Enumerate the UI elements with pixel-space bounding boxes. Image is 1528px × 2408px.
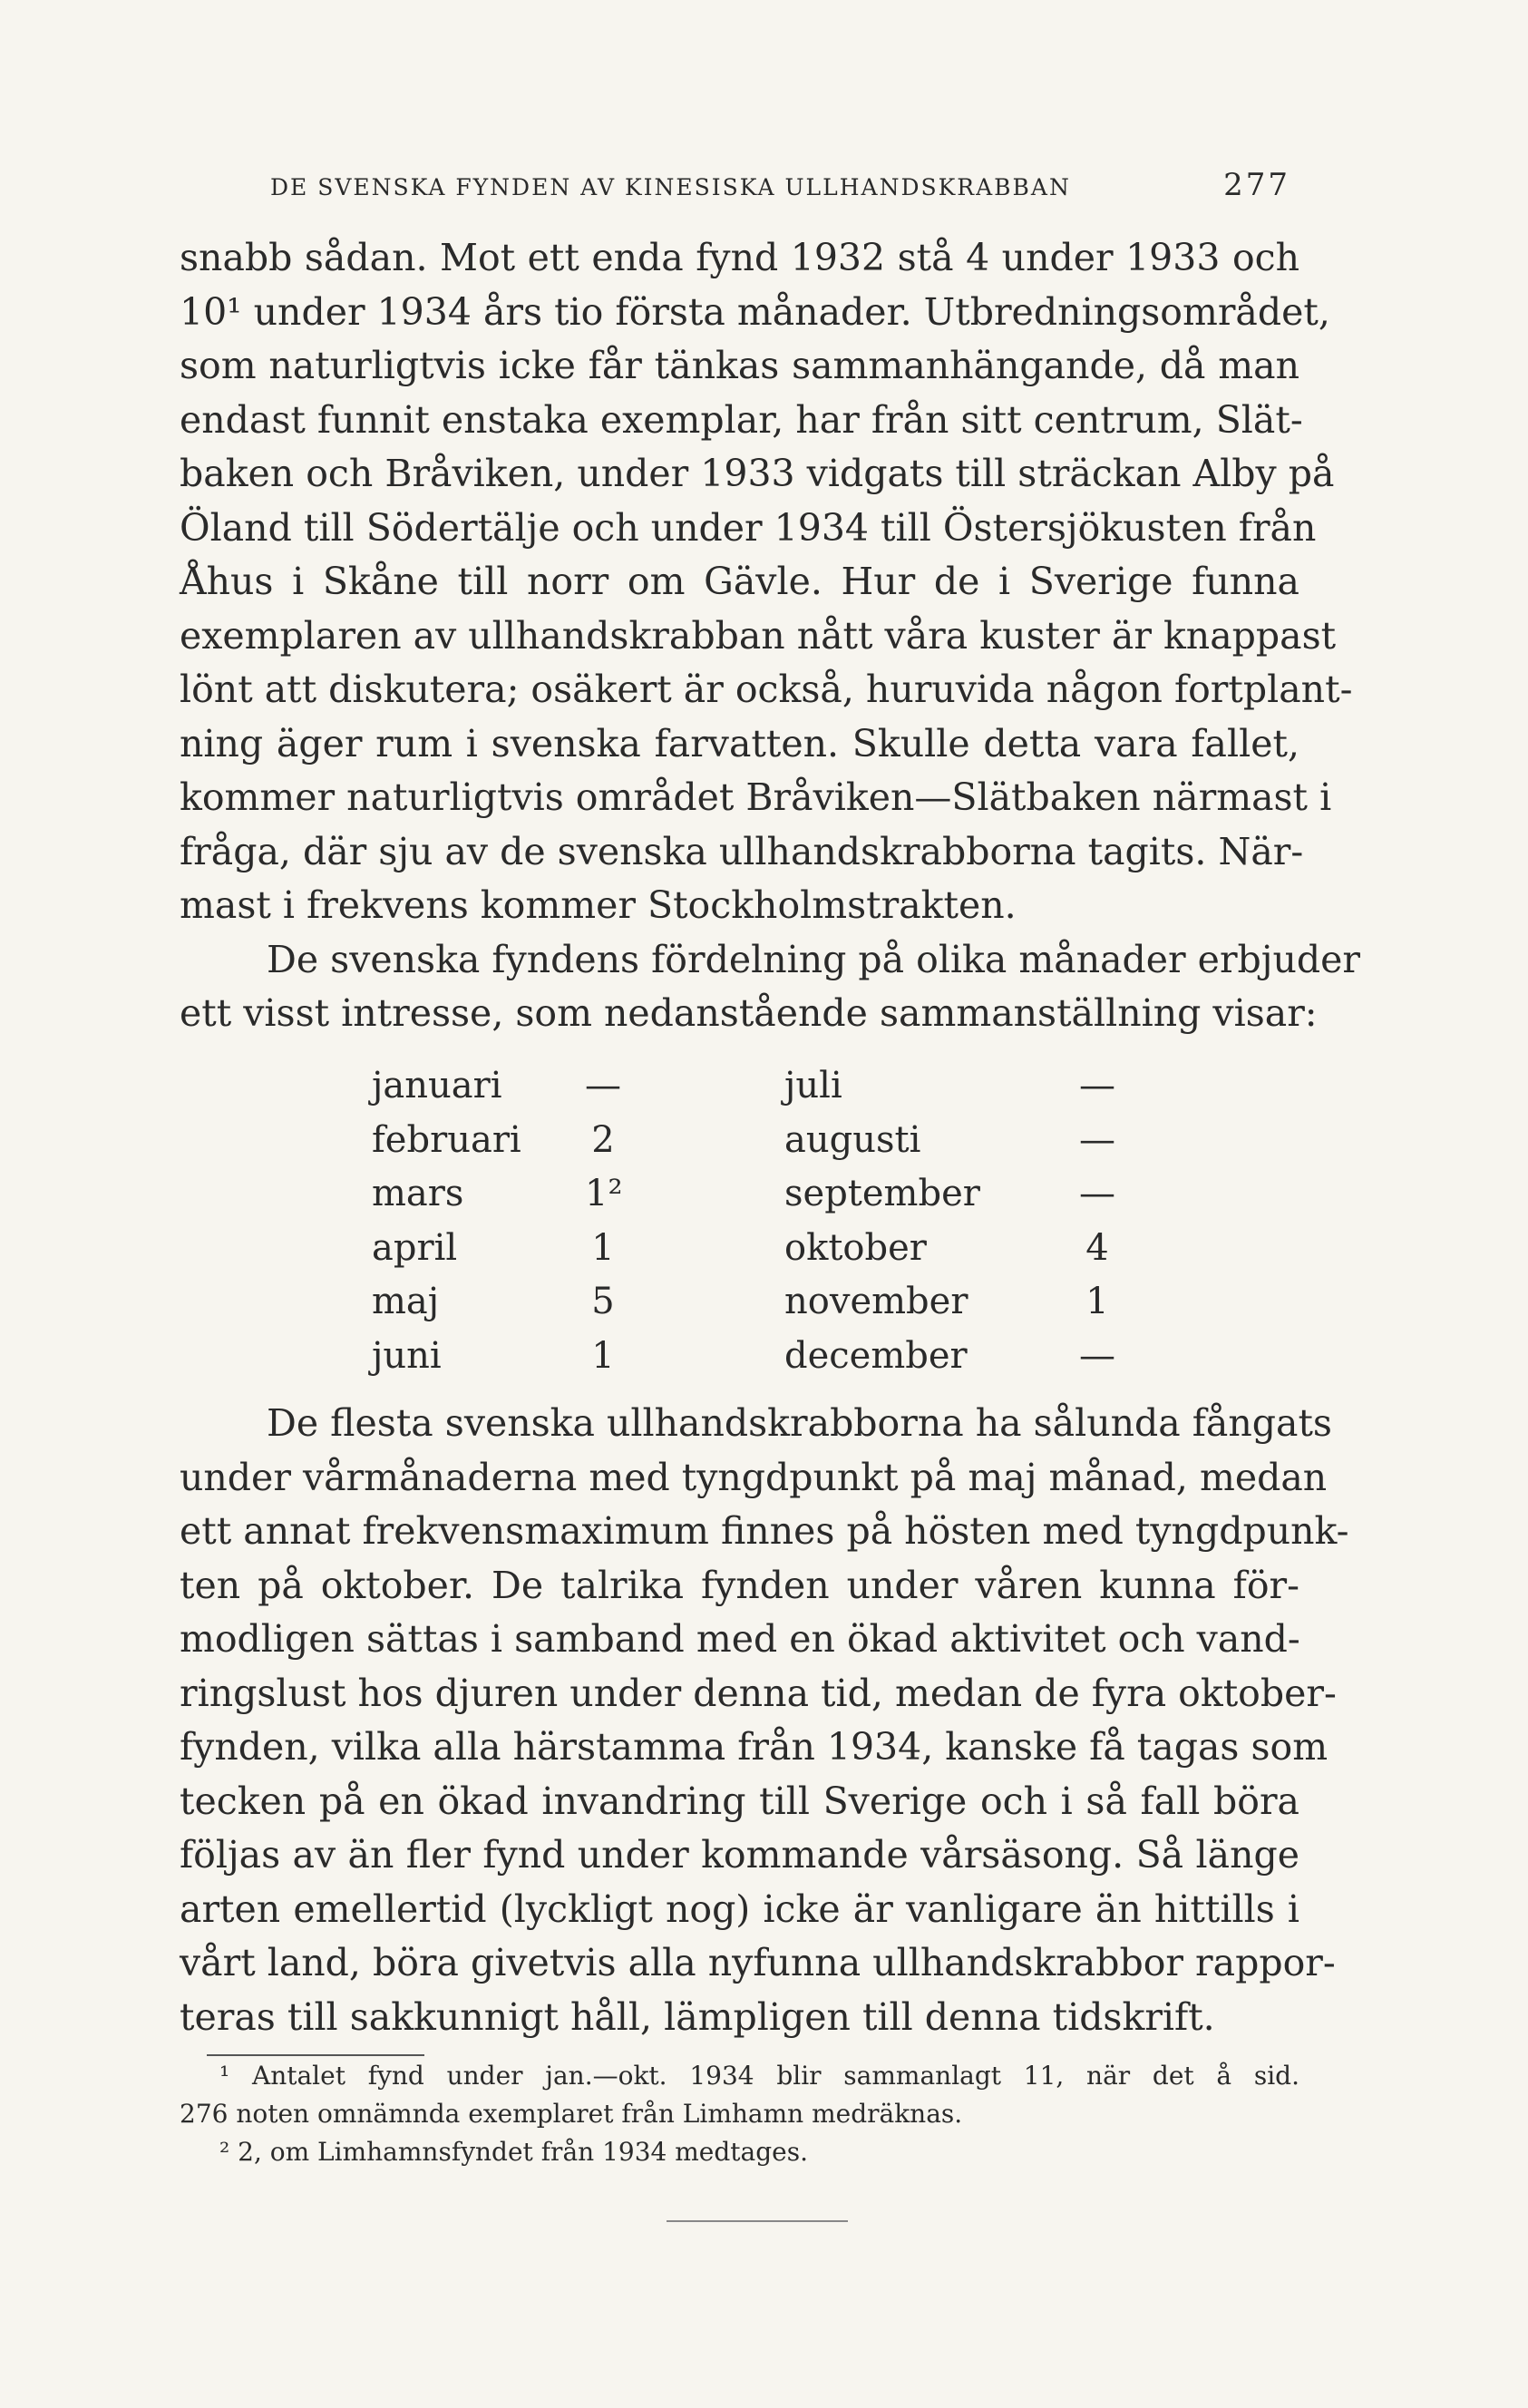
text-line: ten på oktober. De talrika fynden under våren kunna för- [180, 1563, 1299, 1607]
text-line: lönt att diskutera; osäkert är också, huruvida någon fortplant- [180, 668, 1353, 711]
text-line: Åhus i Skåne till norr om Gävle. Hur de i Sverige funna [180, 560, 1299, 603]
month-label: augusti [784, 1118, 921, 1161]
footnote-line: ¹ Antalet fynd under jan.—okt. 1934 blir sammanlagt 11, när det å sid. [219, 2061, 1299, 2091]
month-label: oktober [784, 1226, 927, 1269]
page-number: 277 [1223, 167, 1290, 203]
month-label: februari [372, 1118, 521, 1161]
month-label: juli [784, 1065, 842, 1107]
month-label: mars [372, 1173, 464, 1214]
month-count: 1 [591, 1226, 615, 1269]
footnotes [180, 2057, 1299, 2171]
body-text-bottom [180, 1397, 1349, 2044]
month-count: — [1079, 1173, 1115, 1214]
text-line: följas av än fler fynd under kommande vårsäsong. Så länge [180, 1833, 1299, 1877]
month-count: — [585, 1065, 621, 1107]
month-count: — [1079, 1065, 1115, 1107]
text-line: som naturligtvis icke får tänkas sammanhängande, då man [180, 344, 1299, 387]
text-line: fråga, där sju av de svenska ullhandskrabborna tagits. När- [180, 829, 1304, 873]
text-line: De svenska fyndens fördelning på olika månader erbjuder [267, 937, 1361, 981]
text-line: mast i frekvens kommer Stockholmstrakten. [180, 883, 1017, 927]
months-table [372, 1059, 1134, 1383]
text-line: tecken på en ökad invandring till Sverige och i så fall böra [180, 1779, 1299, 1823]
month-count: 2 [591, 1118, 615, 1161]
running-title: DE SVENSKA FYNDEN AV KINESISKA ULLHANDSKRABBAN [270, 174, 1071, 200]
text-line: modligen sättas i samband med en ökad aktivitet och vand- [180, 1617, 1300, 1661]
text-line: kommer naturligtvis området Bråviken—Slätbaken närmast i [180, 775, 1332, 819]
text-line: teras till sakkunnigt håll, lämpligen till denna tidskrift. [180, 1994, 1215, 2039]
month-label: november [784, 1281, 968, 1322]
text-line: Öland till Södertälje och under 1934 till Östersjökusten från [180, 505, 1317, 550]
table-row [372, 1167, 1134, 1222]
table-row [372, 1114, 1134, 1168]
month-count: 1 [591, 1334, 615, 1377]
text-line: endast funnit enstaka exemplar, har från sitt centrum, Slät- [180, 397, 1303, 442]
month-count: — [1079, 1334, 1115, 1377]
month-count: — [1079, 1118, 1115, 1161]
footnote-divider [207, 2054, 424, 2056]
month-label: september [784, 1173, 980, 1214]
month-label: april [372, 1226, 458, 1269]
text-line: ett annat frekvensmaximum finnes på hösten med tyngdpunk- [180, 1509, 1349, 1553]
text-line: arten emellertid (lyckligt nog) icke är vanligare än hittills i [180, 1886, 1299, 1931]
footnote-line: 276 noten omnämnda exemplaret från Limhamn medräknas. [180, 2099, 963, 2129]
text-line: ett visst intresse, som nedanstående sammanställning visar: [180, 991, 1318, 1035]
text-line: 10¹ under 1934 års tio första månader. Utbredningsområdet, [180, 289, 1330, 334]
text-line: ning äger rum i svenska farvatten. Skulle detta vara fallet, [180, 721, 1299, 765]
month-label: maj [372, 1281, 440, 1322]
text-line: under vårmånaderna med tyngdpunkt på maj månad, medan [180, 1455, 1328, 1499]
month-count: 1² [585, 1173, 623, 1214]
month-count: 4 [1085, 1226, 1109, 1269]
text-line: snabb sådan. Mot ett enda fynd 1932 stå 4 under 1933 och [180, 236, 1299, 279]
month-label: januari [372, 1065, 502, 1107]
month-label: december [784, 1334, 968, 1377]
month-count: 1 [1085, 1281, 1109, 1322]
text-line: fynden, vilka alla härstamma från 1934, kanske få tagas som [180, 1725, 1328, 1769]
end-divider [667, 2220, 848, 2222]
text-line: ringslust hos djuren under denna tid, medan de fyra oktober- [180, 1671, 1337, 1715]
table-row [372, 1059, 1134, 1114]
body-text-top [180, 231, 1361, 1041]
text-line: baken och Bråviken, under 1933 vidgats till sträckan Alby på [180, 452, 1335, 495]
table-row [372, 1275, 1134, 1330]
text-line: De flesta svenska ullhandskrabborna ha sålunda fångats [267, 1401, 1332, 1445]
footnote-line: ² 2, om Limhamnsfyndet från 1934 medtages. [219, 2137, 808, 2167]
table-row [372, 1330, 1134, 1384]
month-count: 5 [591, 1281, 615, 1322]
month-label: juni [372, 1334, 442, 1377]
table-row [372, 1222, 1134, 1276]
text-line: exemplaren av ullhandskrabban nått våra kuster är knappast [180, 613, 1337, 658]
text-line: vårt land, böra givetvis alla nyfunna ullhandskrabbor rappor- [180, 1941, 1336, 1984]
